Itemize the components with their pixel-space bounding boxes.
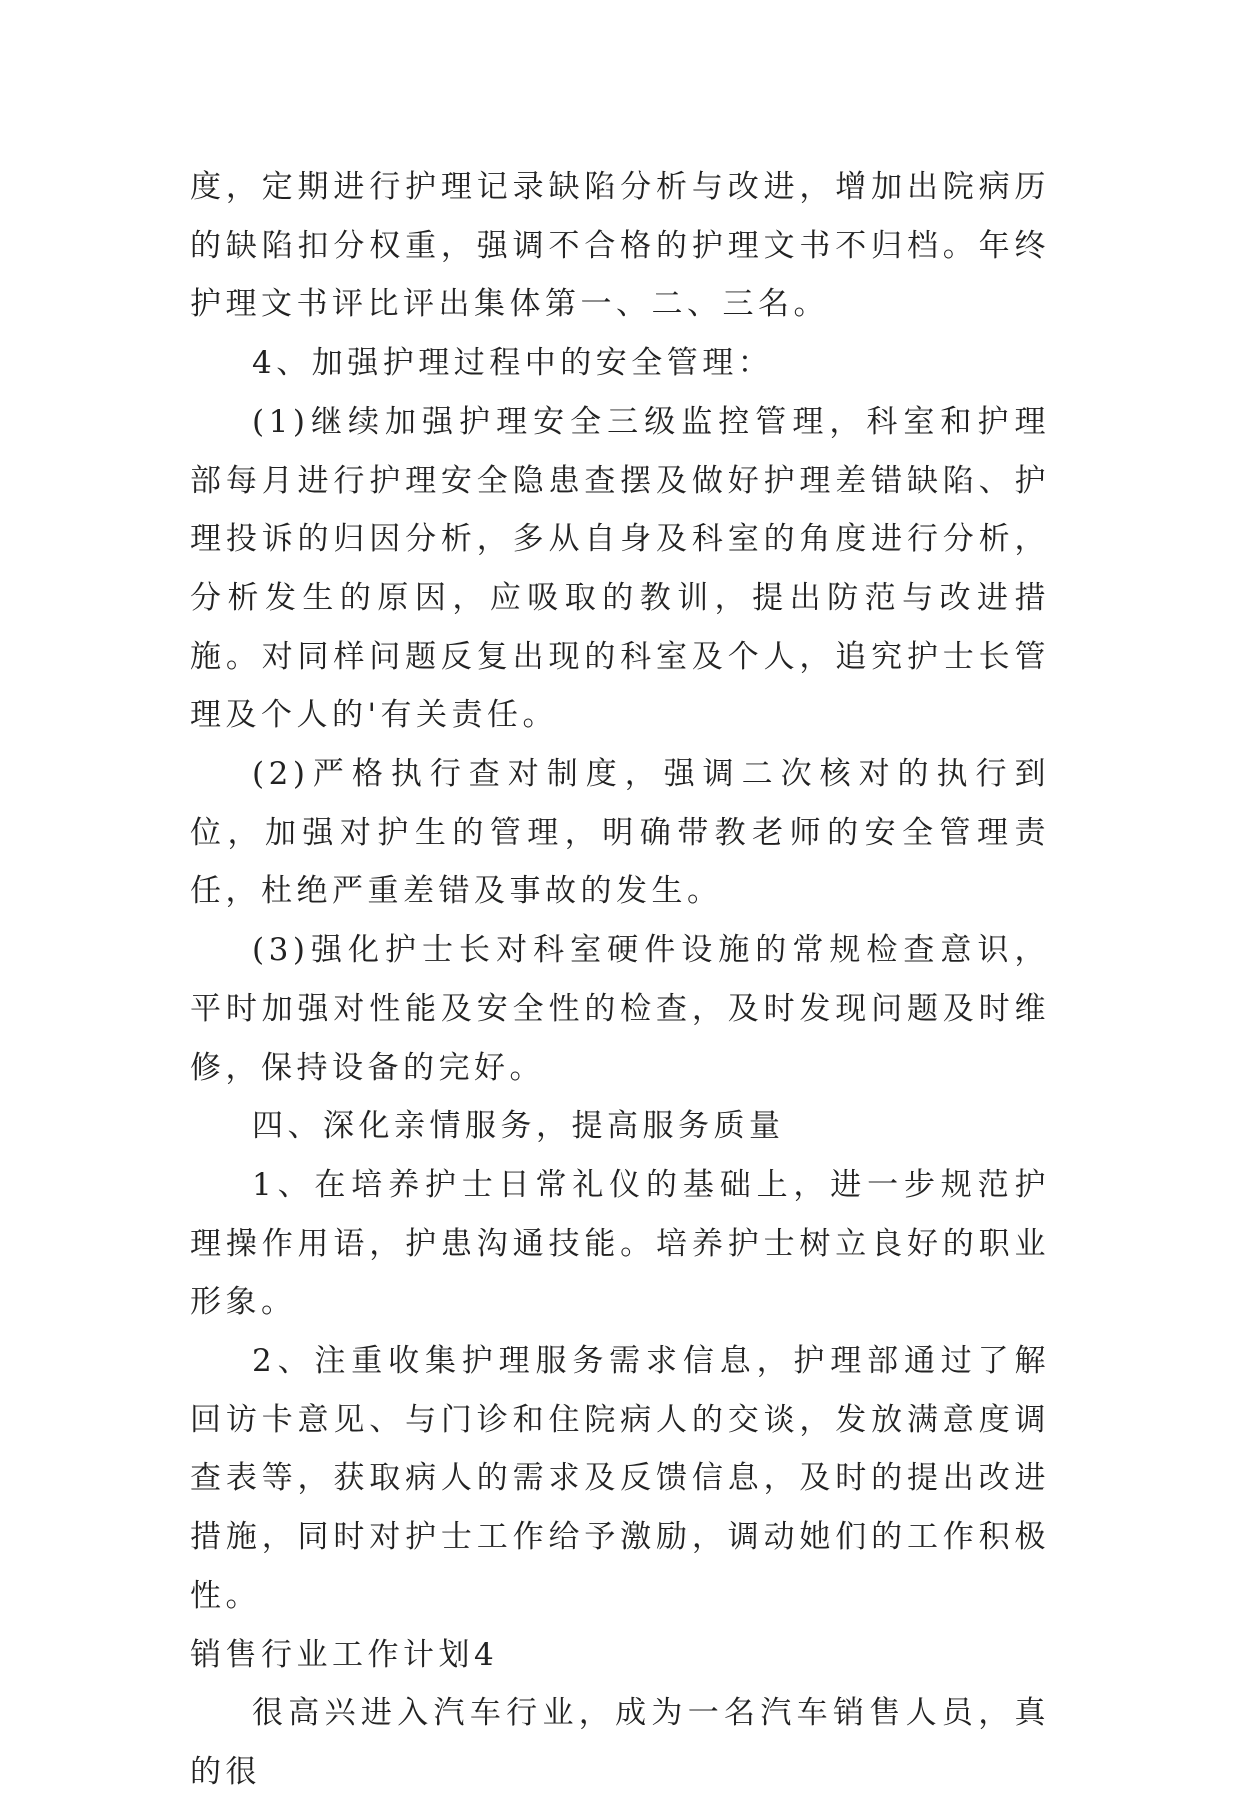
document-body [190,158,1050,1802]
paragraph-subitem-1: (1)继续加强护理安全三级监控管理，科室和护理部每月进行护理安全隐患查摆及做好护理差错缺陷、护理投诉的归因分析，多从自身及科室的角度进行分析，分析发生的原因，应吸取的教训，提出防范与改进措施。对同样问题反复出现的科室及个人，追究护士长管理及个人的'有关责任。 [190,403,1050,734]
paragraph-intro: 很高兴进入汽车行业，成为一名汽车销售人员，真的很 [190,1695,1050,1790]
paragraph-subitem-2: (2)严格执行查对制度，强调二次核对的执行到位，加强对护生的管理，明确带教老师的安全管理责任，杜绝严重差错及事故的发生。 [190,756,1050,910]
paragraph-section-four: 四、深化亲情服务，提高服务质量 [252,1108,785,1145]
paragraph-continuation: 度，定期进行护理记录缺陷分析与改进，增加出院病历的缺陷扣分权重，强调不合格的护理文书不归档。年终护理文书评比评出集体第一、二、三名。 [190,169,1050,323]
paragraph-subitem-3: (3)强化护士长对科室硬件设施的常规检查意识，平时加强对性能及安全性的检查，及时发现问题及时维修，保持设备的完好。 [190,932,1050,1086]
paragraph-service-2: 2、注重收集护理服务需求信息，护理部通过了解回访卡意见、与门诊和住院病人的交谈，发放满意度调查表等，获取病人的需求及反馈信息，及时的提出改进措施，同时对护士工作给予激励，调动她们的工作积极性。 [190,1343,1050,1614]
section-heading: 销售行业工作计划4 [190,1636,499,1673]
paragraph-item-4: 4、加强护理过程中的安全管理： [252,345,774,382]
paragraph-service-1: 1、在培养护士日常礼仪的基础上，进一步规范护理操作用语，护患沟通技能。培养护士树立良好的职业形象。 [190,1166,1050,1321]
